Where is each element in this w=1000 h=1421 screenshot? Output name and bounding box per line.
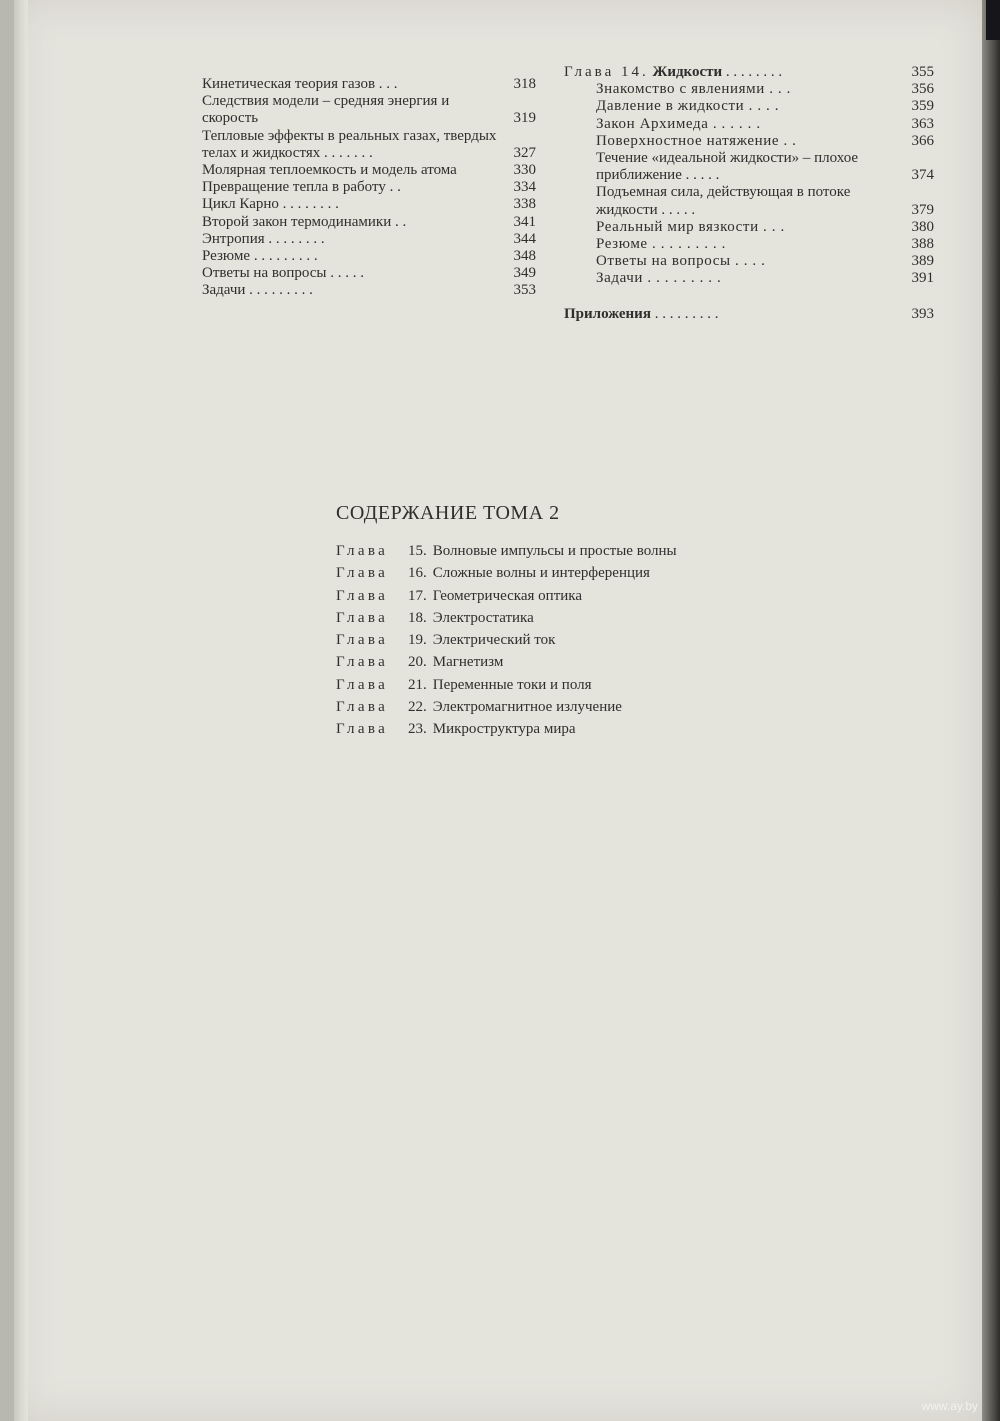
toc-entry-title: Давление в жидкости . . . . [596, 98, 780, 115]
toc-entry [564, 116, 934, 133]
chapter-label: Глава 14. [564, 64, 649, 80]
toc-entry-page: 348 [513, 248, 536, 265]
toc-entry-page: 389 [911, 253, 934, 270]
toc-entry-page: 374 [911, 167, 934, 184]
toc-entry-page: 318 [513, 76, 536, 92]
volume2-chapter: Глава 17. Геометрическая оптика [336, 587, 582, 604]
toc-entry-page: 391 [911, 270, 934, 287]
volume2-chapter: Глава 16. Сложные волны и интерференция [336, 565, 650, 582]
toc-entry-title: Задачи . . . . . . . . . [596, 270, 722, 287]
toc-entry-page: 330 [513, 162, 536, 179]
volume2-chapter: Глава 19. Электрический ток [336, 632, 556, 649]
toc-entry-title: Задачи . . . . . . . . . [202, 282, 313, 299]
toc-entry-page: 356 [911, 81, 934, 98]
toc-entry-page: 379 [911, 201, 934, 218]
toc-entry [202, 248, 536, 265]
book-page [14, 0, 982, 1421]
toc-entry [564, 150, 934, 184]
toc-entry-title: Ответы на вопросы . . . . . [202, 265, 364, 282]
toc-entry-title: Тепловые эффекты в реальных газах, твердых телах и жидкостях . . . . . . . [202, 127, 497, 161]
toc-entry [202, 162, 536, 179]
toc-entry-title: Кинетическая теория газов . . . [202, 76, 398, 92]
toc-entry-page: 338 [513, 196, 536, 213]
appendix-dots: . . . . . . . . . [654, 305, 719, 322]
toc-entry-page: 366 [911, 132, 934, 149]
toc-entry-title: Течение «идеальной жидкости» – плохое приближение . . . . . [596, 150, 859, 184]
volume2-chapter: Глава 23. Микроструктура мира [336, 721, 576, 738]
toc-entry [564, 133, 934, 150]
background-corner [986, 0, 1000, 40]
toc-entry [564, 236, 934, 253]
volume2-chapter: Глава 20. Магнетизм [336, 654, 504, 671]
toc-entry-title: Ответы на вопросы . . . . [596, 253, 766, 270]
toc-entry-title: Подъемная сила, действующая в потоке жидкости . . . . . [596, 184, 851, 218]
toc-entry-page: 327 [513, 144, 536, 161]
volume2-chapter: Глава 15. Волновые импульсы и простые волны [336, 543, 677, 559]
toc-entry-page: 349 [513, 265, 536, 282]
toc-entry-page: 334 [513, 179, 536, 196]
toc-right-column [564, 64, 934, 323]
toc-entry [202, 282, 536, 299]
appendix-page: 393 [911, 305, 934, 322]
background-edge [982, 0, 1000, 1421]
chapter-14-heading [564, 64, 934, 81]
toc-entry-page: 363 [911, 115, 934, 132]
toc-entry-title: Закон Архимеда . . . . . . [596, 115, 761, 132]
toc-entry [202, 196, 536, 213]
volume2-chapter-list [336, 540, 677, 741]
toc-entry [564, 270, 934, 287]
toc-entry [202, 179, 536, 196]
toc-entry-title: Превращение тепла в работу . . [202, 179, 401, 196]
chapter-title: Жидкости [652, 64, 723, 80]
toc-entry-title: Резюме . . . . . . . . . [202, 248, 318, 265]
toc-entry-page: 341 [513, 213, 536, 230]
toc-entry [202, 231, 536, 248]
page-edge [14, 0, 28, 1421]
toc-entry-title: Поверхностное натяжение . . [596, 132, 797, 149]
toc-entry-title: Следствия модели – средняя энергия и скорость [202, 93, 450, 127]
toc-entry [202, 76, 536, 93]
chapter-dots: . . . . . . . . [725, 64, 783, 80]
volume2-chapter: Глава 21. Переменные токи и поля [336, 676, 592, 693]
toc-entry [564, 98, 934, 115]
toc-entry-page: 359 [911, 98, 934, 115]
toc-entry-page: 388 [911, 236, 934, 253]
volume2-chapter: Глава 22. Электромагнитное излучение [336, 699, 622, 716]
toc-entry-page: 319 [513, 110, 536, 127]
chapter-page: 355 [911, 64, 934, 80]
toc-entry-page: 344 [513, 230, 536, 247]
toc-entry-title: Молярная теплоемкость и модель атома [202, 162, 457, 179]
toc-entry [564, 219, 934, 236]
toc-entry-title: Второй закон термодинамики . . [202, 213, 407, 230]
toc-entry [564, 184, 934, 218]
appendix-entry [564, 306, 934, 323]
toc-entry [202, 214, 536, 231]
volume2-chapter: Глава 18. Электростатика [336, 609, 534, 626]
toc-entry [202, 93, 536, 127]
toc-left-column [202, 76, 536, 300]
toc-entry-title: Реальный мир вязкости . . . [596, 218, 785, 235]
toc-entry [564, 81, 934, 98]
toc-entry [564, 253, 934, 270]
toc-entry [202, 128, 536, 162]
toc-entry-title: Знакомство с явлениями . . . [596, 81, 791, 98]
volume2-heading: СОДЕРЖАНИЕ ТОМА 2 [336, 502, 560, 524]
toc-entry-page: 380 [911, 218, 934, 235]
toc-entry-page: 353 [513, 282, 536, 299]
toc-entry-title: Цикл Карно . . . . . . . . [202, 196, 339, 213]
watermark: www.ay.by [921, 1399, 978, 1413]
toc-entry-title: Резюме . . . . . . . . . [596, 236, 726, 253]
toc-entry-title: Энтропия . . . . . . . . [202, 230, 325, 247]
appendix-title: Приложения [564, 305, 651, 322]
toc-entry [202, 265, 536, 282]
